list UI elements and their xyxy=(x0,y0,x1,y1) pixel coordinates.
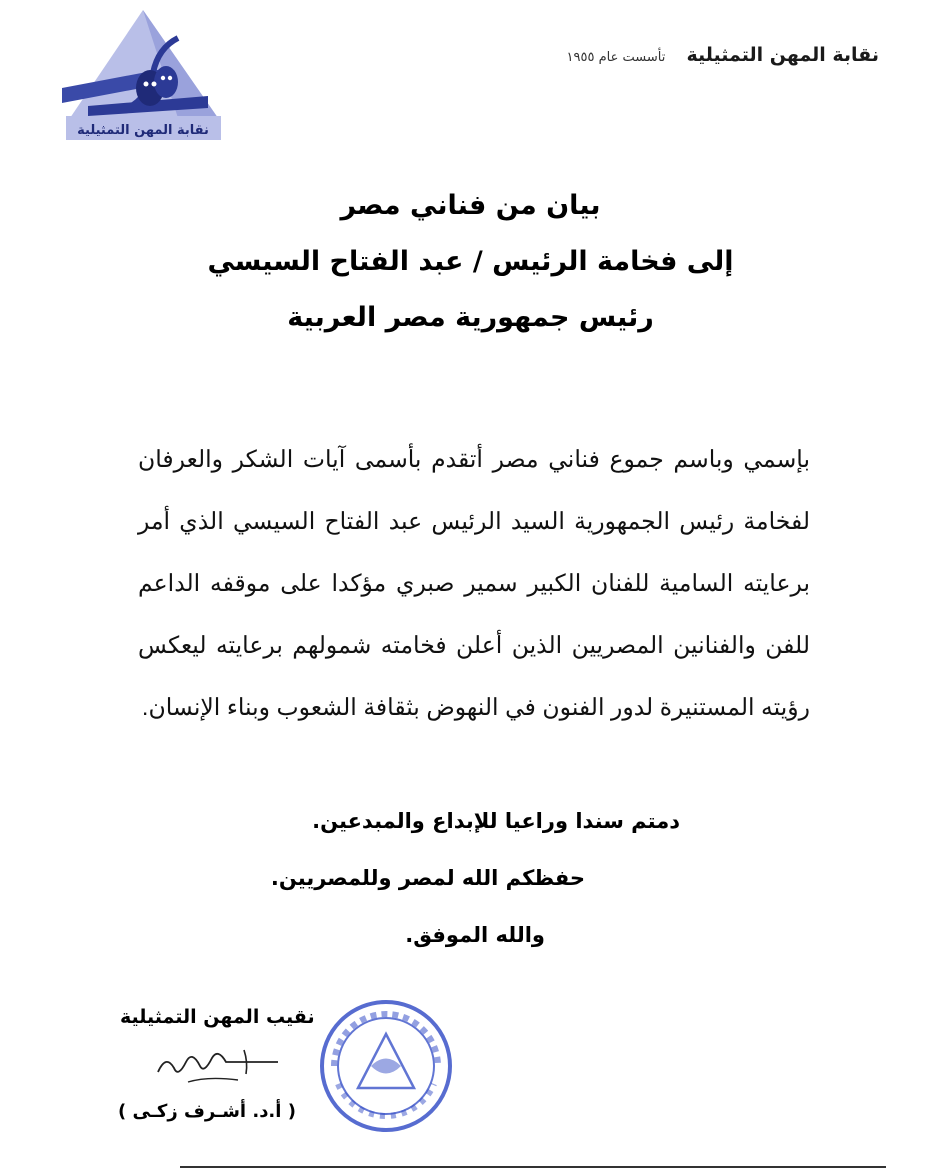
founded-date: تأسست عام ١٩٥٥ xyxy=(566,50,666,65)
handwritten-signature xyxy=(148,1032,288,1092)
heading-position: رئيس جمهورية مصر العربية xyxy=(287,302,654,333)
statement-body: بإسمي وباسم جموع فناني مصر أتقدم بأسمى آيات الشكر والعرفان لفخامة رئيس الجمهورية السيد الرئيس عبد الفتاح السيسي الذي أمر برعايته السامية للفنان الكبير سمير صبري مؤكدا على موقفه الداعم للفن والفنانين المصريين الذين أعلن فخامته شمولهم برعايته ليعكس رؤيته المستنيرة لدور الفنون في النهوض بثقافة الشعوب وبناء الإنسان. xyxy=(138,446,810,720)
org-name: نقابة المهن التمثيلية xyxy=(686,44,879,66)
signatory-name: ( أ.د. أشـرف زكـى ) xyxy=(118,1101,296,1122)
heading-title: بيان من فناني مصر xyxy=(340,190,601,221)
footer-rule xyxy=(180,1166,886,1168)
closing-line-3: والله الموفق. xyxy=(405,923,545,947)
letterhead-org-line xyxy=(567,44,879,66)
closing-lines xyxy=(160,806,680,977)
statement-headings xyxy=(0,188,941,356)
heading-addressee: إلى فخامة الرئيس / عبد الفتاح السيسي xyxy=(207,246,734,277)
closing-line-1: دمتم سندا وراعيا للإبداع والمبدعين. xyxy=(312,809,680,833)
logo-caption: نقابة المهن التمثيلية xyxy=(77,123,209,138)
closing-line-2: حفظكم الله لمصر وللمصريين. xyxy=(270,866,585,890)
official-stamp xyxy=(316,996,456,1136)
syndicate-logo xyxy=(58,8,228,143)
signatory-title: نقيب المهن التمثيلية xyxy=(120,1006,315,1028)
